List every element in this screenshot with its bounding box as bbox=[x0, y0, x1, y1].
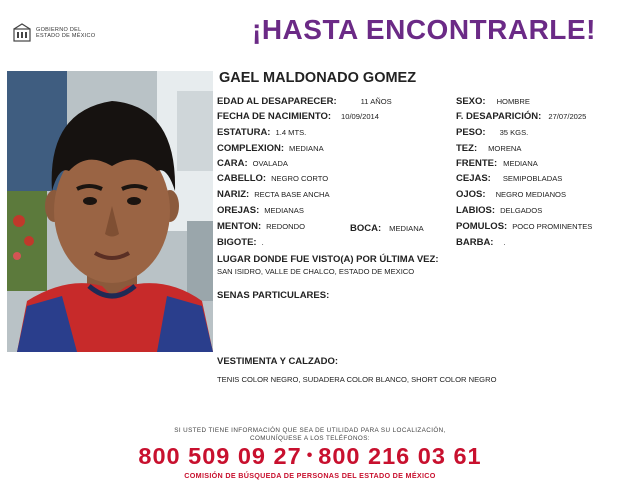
info-line1: SI USTED TIENE INFORMACIÓN QUE SEA DE UTILIDAD PARA SU LOCALIZACIÓN, bbox=[174, 427, 446, 434]
menton-value: REDONDO bbox=[266, 222, 305, 231]
tez-label: TEZ: bbox=[456, 143, 478, 154]
estatura-value: 1.4 MTS. bbox=[275, 128, 307, 137]
field-tez bbox=[456, 143, 521, 154]
desaparicion-value: 27/07/2025 bbox=[548, 112, 587, 121]
peso-value: 35 KGS. bbox=[499, 128, 529, 137]
sexo-value: HOMBRE bbox=[496, 97, 530, 106]
missing-person-photo bbox=[7, 71, 213, 352]
field-menton bbox=[217, 221, 305, 232]
ojos-value: NEGRO MEDIANOS bbox=[495, 190, 567, 199]
phone-1[interactable]: 800 509 09 27 bbox=[138, 443, 302, 469]
field-nariz bbox=[217, 189, 330, 200]
field-complexion bbox=[217, 143, 324, 154]
bigote-label: BIGOTE: bbox=[217, 237, 257, 248]
field-ojos bbox=[456, 189, 566, 200]
frente-value: MEDIANA bbox=[503, 159, 538, 168]
phone-2[interactable]: 800 216 03 61 bbox=[318, 443, 482, 469]
complexion-value: MEDIANA bbox=[289, 144, 324, 153]
pomulos-value: POCO PROMINENTES bbox=[512, 222, 593, 231]
lugar-value: SAN ISIDRO, VALLE DE CHALCO, ESTADO DE MEXICO bbox=[217, 267, 415, 276]
menton-label: MENTON: bbox=[217, 221, 262, 232]
tez-value: MORENA bbox=[488, 144, 522, 153]
person-name: GAEL MALDONADO GOMEZ bbox=[219, 70, 417, 86]
desaparicion-label: F. DESAPARICIÓN: bbox=[456, 111, 542, 122]
field-frente bbox=[456, 158, 538, 169]
orejas-label: OREJAS: bbox=[217, 205, 260, 216]
frente-label: FRENTE: bbox=[456, 158, 498, 169]
boca-value: MEDIANA bbox=[389, 224, 424, 233]
commission-name: COMISIÓN DE BÚSQUEDA DE PERSONAS DEL ESTADO DE MÉXICO bbox=[184, 471, 436, 480]
nacimiento-label: FECHA DE NACIMIENTO: bbox=[217, 111, 331, 122]
field-boca bbox=[350, 223, 424, 234]
cabello-value: NEGRO CORTO bbox=[271, 174, 329, 183]
field-cabello bbox=[217, 173, 328, 184]
boca-label: BOCA: bbox=[350, 223, 382, 234]
phone-numbers bbox=[0, 443, 620, 470]
portrait-image bbox=[7, 71, 213, 352]
field-estatura bbox=[217, 127, 306, 138]
ojos-label: OJOS: bbox=[456, 189, 486, 200]
cara-label: CARA: bbox=[217, 158, 248, 169]
edad-value: 11 AÑOS bbox=[360, 97, 392, 106]
field-orejas bbox=[217, 205, 304, 216]
vestimenta-label: VESTIMENTA Y CALZADO: bbox=[217, 356, 339, 367]
nariz-label: NARIZ: bbox=[217, 189, 250, 200]
barba-label: BARBA: bbox=[456, 237, 494, 248]
field-barba bbox=[456, 237, 506, 248]
lugar-label: LUGAR DONDE FUE VISTO(A) POR ÚLTIMA VEZ: bbox=[217, 254, 439, 265]
field-bigote bbox=[217, 237, 264, 248]
estatura-label: ESTATURA: bbox=[217, 127, 271, 138]
pomulos-label: POMULOS: bbox=[456, 221, 508, 232]
field-pomulos bbox=[456, 221, 592, 232]
cejas-label: CEJAS: bbox=[456, 173, 491, 184]
field-peso bbox=[456, 127, 528, 138]
nariz-value: RECTA BASE ANCHA bbox=[254, 190, 330, 199]
field-nacimiento bbox=[217, 111, 379, 122]
cejas-value: SEMIPOBLADAS bbox=[502, 174, 563, 183]
sexo-label: SEXO: bbox=[456, 96, 486, 107]
peso-label: PESO: bbox=[456, 127, 486, 138]
bigote-value: . bbox=[261, 238, 264, 247]
phone-separator: • bbox=[306, 446, 314, 464]
field-edad bbox=[217, 96, 392, 107]
field-cejas bbox=[456, 173, 562, 184]
nacimiento-value: 10/09/2014 bbox=[341, 112, 380, 121]
complexion-label: COMPLEXION: bbox=[217, 143, 285, 154]
cabello-label: CABELLO: bbox=[217, 173, 267, 184]
info-line2: COMUNÍQUESE A LOS TELÉFONOS: bbox=[250, 435, 370, 442]
orejas-value: MEDIANAS bbox=[264, 206, 304, 215]
banner-title: ¡HASTA ENCONTRARLE! bbox=[252, 14, 596, 45]
barba-value: . bbox=[503, 238, 506, 247]
logo-line2: ESTADO DE MÉXICO bbox=[36, 33, 96, 39]
state-emblem-icon bbox=[12, 23, 32, 43]
edad-label: EDAD AL DESAPARECER: bbox=[217, 96, 337, 107]
vestimenta-value: TENIS COLOR NEGRO, SUDADERA COLOR BLANCO, SHORT COLOR NEGRO bbox=[217, 375, 497, 384]
field-cara bbox=[217, 158, 288, 169]
field-labios bbox=[456, 205, 542, 216]
labios-label: LABIOS: bbox=[456, 205, 496, 216]
senas-label: SENAS PARTICULARES: bbox=[217, 290, 330, 301]
labios-value: DELGADOS bbox=[500, 206, 543, 215]
field-sexo bbox=[456, 96, 530, 107]
government-logo bbox=[12, 22, 122, 44]
cara-value: OVALADA bbox=[252, 159, 288, 168]
logo-line1: GOBIERNO DEL bbox=[36, 26, 82, 33]
field-desaparicion bbox=[456, 111, 586, 122]
